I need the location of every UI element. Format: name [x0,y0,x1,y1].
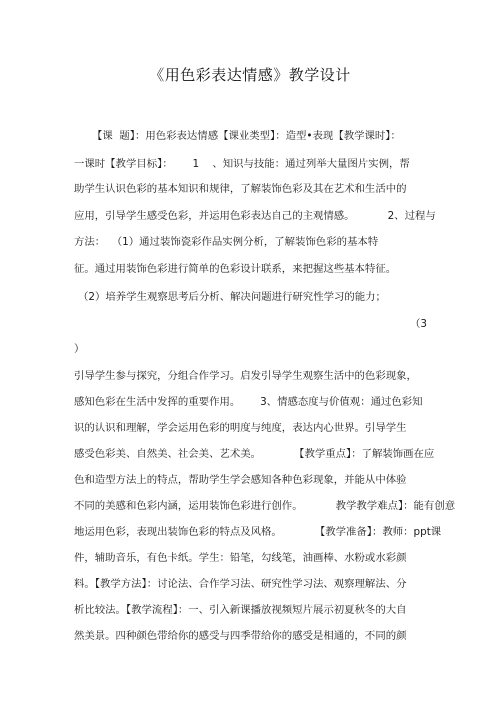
body-line: （3 [410,318,428,330]
body-line: 识的认识和理解，学会运用色彩的明度与纯度，表达内心世界。引导学生 [74,422,407,434]
document-title: 《用色彩表达情感》教学设计 [149,66,351,84]
body-line: 然美景。四种颜色带给你的感受与四季带给你的感受是相通的，不同的颜 [74,630,407,642]
body-line: （2）培养学生观察思考后分析、解决问题进行研究性学习的能力； [78,291,386,303]
body-line: 引导学生参与探究，分组合作学习。启发引导学生观察生活中的色彩现象， [74,370,417,382]
body-line: 方法： （1）通过装饰瓷彩作品实例分析，了解装饰色彩的基本特 [74,236,379,248]
body-line: 应用，引导学生感受色彩，并运用色彩表达自己的主观情感。 2、过程与 [74,210,436,222]
body-line: ） [74,343,85,355]
body-line: 【课 题】：用色彩表达情感【课业类型】：造型•表现【教学课时】： [92,130,401,142]
body-line: 析比较法。【教学流程】：一、引入新课播放视频短片展示初夏秋冬的大自 [74,604,407,616]
body-line: 感知色彩在生活中发挥的重要作用。 3、情感态度与价值观：通过色彩知 [74,396,423,408]
body-line: 感受色彩美、自然美、社会美、艺术美。 【教学重点】：了解装饰画在应 [74,448,435,460]
body-line: 一课时【教学目标】： 1 、知识与技能：通过列举大量图片实例，帮 [74,158,410,170]
body-line: 料。【教学方法】：讨论法、合作学习法、研究性学习法、观察理解法、分 [74,578,407,590]
body-line: 件，辅助音乐，有色卡纸。学生：铅笔，勾线笔，油画棒、水粉或水彩颜 [74,552,407,564]
body-line: 征。通过用装饰色彩进行简单的色彩设计联系，来把握这些基本特征。 [74,263,397,275]
body-line: 色和造型方法上的特点，帮助学生学会感知各种色彩现象，并能从中体验 [74,474,407,486]
body-line: 不同的美感和色彩内涵，运用装饰色彩进行创作。 教学教学难点】：能有创意 [74,500,456,512]
body-line: 地运用色彩，表现出装饰色彩的特点及风格。 【教学准备】：教师：ppt课 [74,526,442,538]
body-line: 助学生认识色彩的基本知识和规律，了解装饰色彩及其在艺术和生活中的 [74,183,407,195]
